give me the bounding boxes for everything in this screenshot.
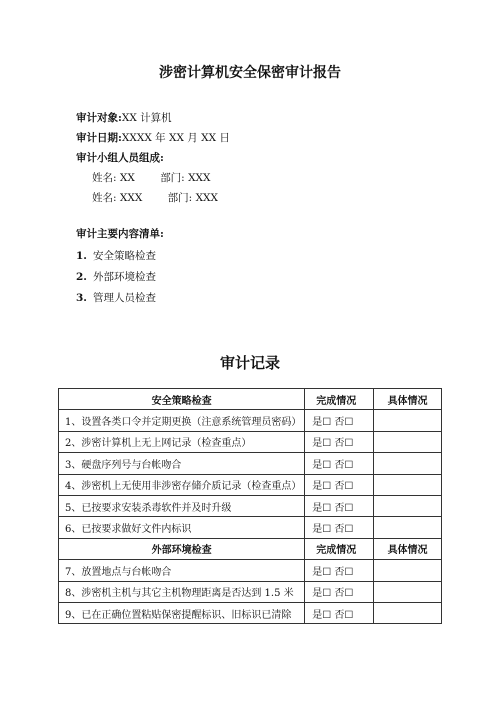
row-item: 2、涉密计算机上无上网记录（检查重点） xyxy=(59,431,305,452)
row-detail[interactable] xyxy=(374,431,442,452)
row-done-checkboxes[interactable]: 是☐ 否☐ xyxy=(305,431,374,452)
member-name: XXX xyxy=(119,192,143,204)
row-done-checkboxes[interactable]: 是☐ 否☐ xyxy=(305,453,374,474)
member-dept-label: 部门: xyxy=(160,172,185,184)
row-done-checkboxes[interactable]: 是☐ 否☐ xyxy=(305,581,374,602)
table-row xyxy=(59,495,442,516)
row-detail[interactable] xyxy=(374,517,442,538)
list-item xyxy=(76,288,156,309)
team-label: 审计小组人员组成: xyxy=(76,152,164,164)
audit-object-value: XX 计算机 xyxy=(121,112,172,124)
row-item: 3、硬盘序列号与台帐吻合 xyxy=(59,453,305,474)
table-row xyxy=(59,517,442,538)
row-detail[interactable] xyxy=(374,560,442,581)
team-member xyxy=(76,168,230,188)
row-done-checkboxes[interactable]: 是☐ 否☐ xyxy=(305,560,374,581)
list-item-text: 管理人员检查 xyxy=(93,292,156,304)
header-done: 完成情况 xyxy=(305,538,374,559)
table-row xyxy=(59,602,442,623)
list-item-number: 2. xyxy=(76,271,87,283)
table-row xyxy=(59,453,442,474)
list-item-number: 1. xyxy=(76,250,87,262)
table-header-row xyxy=(59,538,442,559)
row-detail[interactable] xyxy=(374,581,442,602)
audit-object-line xyxy=(76,108,230,128)
row-done-checkboxes[interactable]: 是☐ 否☐ xyxy=(305,495,374,516)
audit-date-value: XXXX 年 XX 月 XX 日 xyxy=(121,132,230,144)
member-name: XX xyxy=(119,172,135,184)
row-detail[interactable] xyxy=(374,410,442,431)
list-item-number: 3. xyxy=(76,292,87,304)
row-item: 1、设置各类口令并定期更换（注意系统管理员密码） xyxy=(59,410,305,431)
header-detail: 具体情况 xyxy=(374,389,442,410)
list-item xyxy=(76,246,156,267)
audit-object-label: 审计对象: xyxy=(76,112,122,124)
list-item-text: 安全策略检查 xyxy=(93,250,156,262)
table-row xyxy=(59,431,442,452)
header-done: 完成情况 xyxy=(305,389,374,410)
list-item-text: 外部环境检查 xyxy=(93,271,156,283)
row-item: 9、已在正确位置粘贴保密提醒标识、旧标识已清除 xyxy=(59,602,305,623)
audit-date-label: 审计日期: xyxy=(76,132,122,144)
row-item: 5、已按要求安装杀毒软件并及时升级 xyxy=(59,495,305,516)
row-detail[interactable] xyxy=(374,453,442,474)
audit-date-line xyxy=(76,128,230,148)
main-items-list xyxy=(76,246,156,309)
main-items-label: 审计主要内容清单: xyxy=(76,228,164,240)
header-detail: 具体情况 xyxy=(374,538,442,559)
member-name-label: 姓名: xyxy=(92,192,117,204)
row-item: 7、放置地点与台帐吻合 xyxy=(59,560,305,581)
report-meta xyxy=(76,108,230,208)
row-detail[interactable] xyxy=(374,474,442,495)
row-item: 4、涉密机上无使用非涉密存储介质记录（检查重点） xyxy=(59,474,305,495)
header-item: 外部环境检查 xyxy=(59,538,305,559)
row-detail[interactable] xyxy=(374,602,442,623)
row-item: 6、已按要求做好文件内标识 xyxy=(59,517,305,538)
table-row xyxy=(59,581,442,602)
row-done-checkboxes[interactable]: 是☐ 否☐ xyxy=(305,410,374,431)
table-row xyxy=(59,560,442,581)
table-row xyxy=(59,474,442,495)
header-item: 安全策略检查 xyxy=(59,389,305,410)
member-dept-label: 部门: xyxy=(167,192,193,204)
row-done-checkboxes[interactable]: 是☐ 否☐ xyxy=(305,602,374,623)
member-dept: XXX xyxy=(195,192,218,204)
audit-table xyxy=(58,388,442,624)
row-item: 8、涉密机主机与其它主机物理距离是否达到 1.5 米 xyxy=(59,581,305,602)
page-title: 涉密计算机安全保密审计报告 xyxy=(159,65,341,81)
record-title: 审计记录 xyxy=(219,354,280,372)
row-detail[interactable] xyxy=(374,495,442,516)
row-done-checkboxes[interactable]: 是☐ 否☐ xyxy=(305,517,374,538)
member-dept: XXX xyxy=(188,172,211,184)
list-item xyxy=(76,267,156,288)
row-done-checkboxes[interactable]: 是☐ 否☐ xyxy=(305,474,374,495)
team-member xyxy=(76,188,230,208)
table-header-row xyxy=(59,389,442,410)
member-name-label: 姓名: xyxy=(92,172,117,184)
table-row xyxy=(59,410,442,431)
